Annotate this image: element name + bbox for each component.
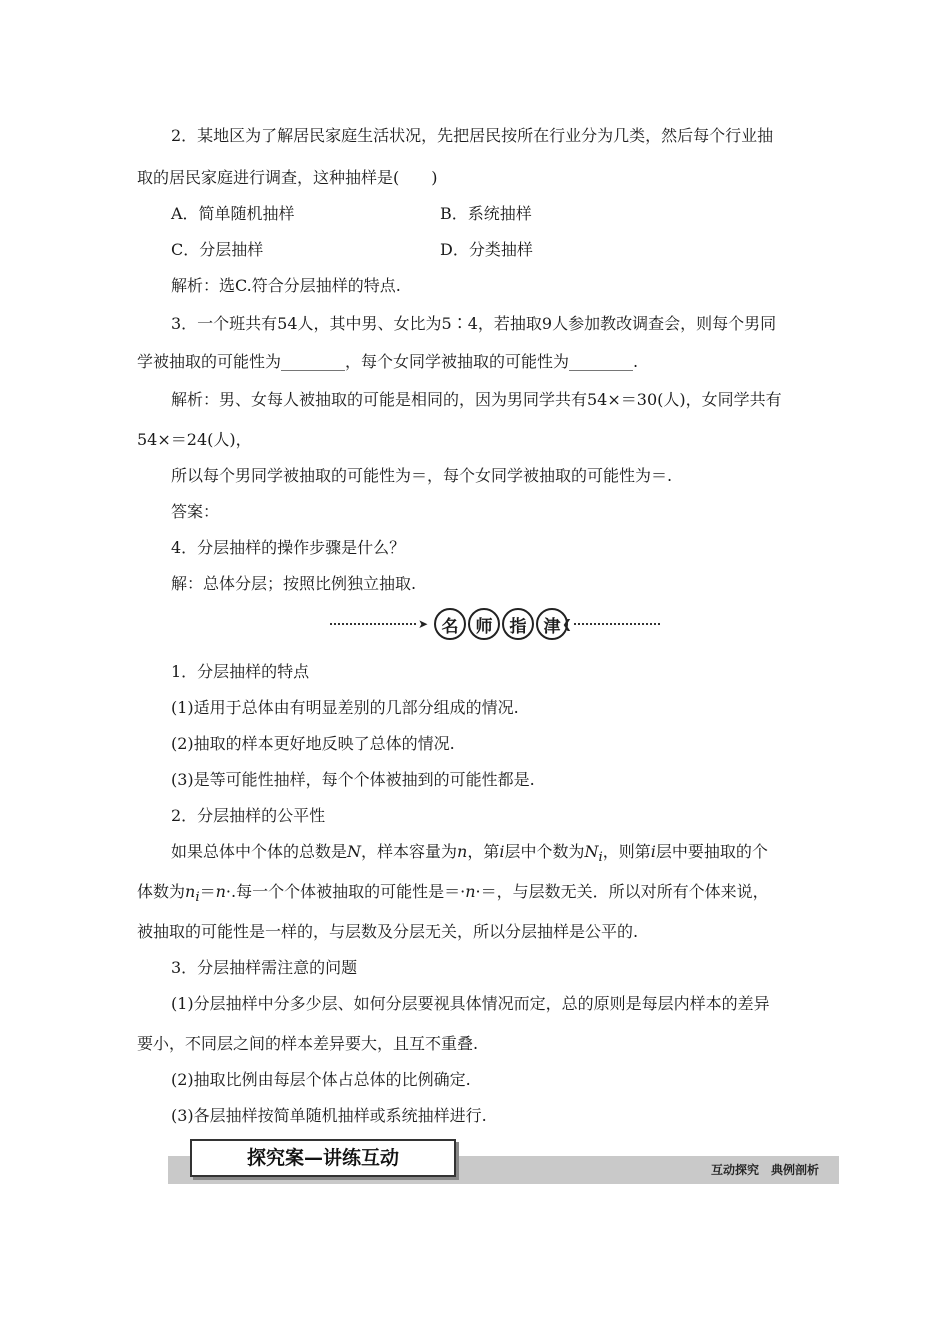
q2-option-a: A．简单随机抽样 xyxy=(171,204,295,223)
fairness-line2: 体数为$n_i=n\cdot$.每一个个体被抽取的可能性是＝·n·＝，与层数无关．所以对所有个体来说， xyxy=(137,882,769,906)
q2-option-d: D．分类抽样 xyxy=(440,240,533,259)
q2-option-b: B．系统抽样 xyxy=(440,204,532,223)
notes-heading-1: 1．分层抽样的特点 xyxy=(171,662,310,681)
q2-line1: 2．某地区为了解居民家庭生活状况，先把居民按所在行业分为几类，然后每个行业抽 xyxy=(171,126,774,145)
notes-heading-3: 3．分层抽样需注意的问题 xyxy=(171,958,358,977)
banner-char: 津 xyxy=(536,608,568,640)
banner-arrow-right-icon: ➤ xyxy=(418,617,429,631)
caution-1-line2: 要小，不同层之间的样本差异要大，且互不重叠. xyxy=(137,1034,479,1053)
q2-analysis: 解析：选C.符合分层抽样的特点. xyxy=(171,276,401,295)
fairness-line3: 被抽取的可能性是一样的，与层数及分层无关，所以分层抽样是公平的. xyxy=(137,922,639,941)
banner-dotted-line-right xyxy=(574,623,660,625)
q3-analysis-line3: 所以每个男同学被抽取的可能性为＝，每个女同学被抽取的可能性为＝. xyxy=(171,466,673,485)
q3-analysis-line1: 解析：男、女每人被抽取的可能是相同的，因为男同学共有54×＝30(人)，女同学共有 xyxy=(171,390,782,409)
fairness-line1: 如果总体中个体的总数是N，样本容量为n，第i层中个数为$N_i$，则第i层中要抽取的个 xyxy=(171,842,768,866)
banner-char: 指 xyxy=(502,608,534,640)
q3-answer: 答案： xyxy=(171,502,220,521)
q4-solution: 解：总体分层；按照比例独立抽取. xyxy=(171,574,417,593)
notes-point-2: (2)抽取的样本更好地反映了总体的情况. xyxy=(171,734,455,753)
q3-line2: 学被抽取的可能性为________，每个女同学被抽取的可能性为________. xyxy=(137,352,639,371)
banner-char: 名 xyxy=(434,608,466,640)
banner-title xyxy=(434,608,568,640)
caution-2: (2)抽取比例由每层个体占总体的比例确定. xyxy=(171,1070,471,1089)
banner-arrow-left-icon: ❮ xyxy=(561,617,572,631)
notes-heading-2: 2．分层抽样的公平性 xyxy=(171,806,326,825)
notes-point-3: (3)是等可能性抽样，每个个体被抽到的可能性都是. xyxy=(171,770,535,789)
banner-char: 师 xyxy=(468,608,500,640)
footer-subtitle: 互动探究 典例剖析 xyxy=(710,1163,819,1177)
q2-line2: 取的居民家庭进行调查，这种抽样是( ) xyxy=(137,168,438,187)
caution-3: (3)各层抽样按简单随机抽样或系统抽样进行. xyxy=(171,1106,487,1125)
banner-dotted-line-left xyxy=(330,623,416,625)
footer-title: 探究案—讲练互动 xyxy=(246,1147,399,1169)
section-footer-title-box xyxy=(190,1139,456,1177)
notes-point-1: (1)适用于总体由有明显差别的几部分组成的情况. xyxy=(171,698,519,717)
q2-option-c: C．分层抽样 xyxy=(171,240,264,259)
caution-1-line1: (1)分层抽样中分多少层、如何分层要视具体情况而定，总的原则是每层内样本的差异 xyxy=(171,994,770,1013)
section-banner xyxy=(330,606,660,642)
q3-line1: 3．一个班共有54人，其中男、女比为5∶4，若抽取9人参加教改调查会，则每个男同 xyxy=(171,314,777,333)
q4-question: 4．分层抽样的操作步骤是什么？ xyxy=(171,538,406,557)
q3-analysis-line2: 54×＝24(人)， xyxy=(137,430,252,449)
